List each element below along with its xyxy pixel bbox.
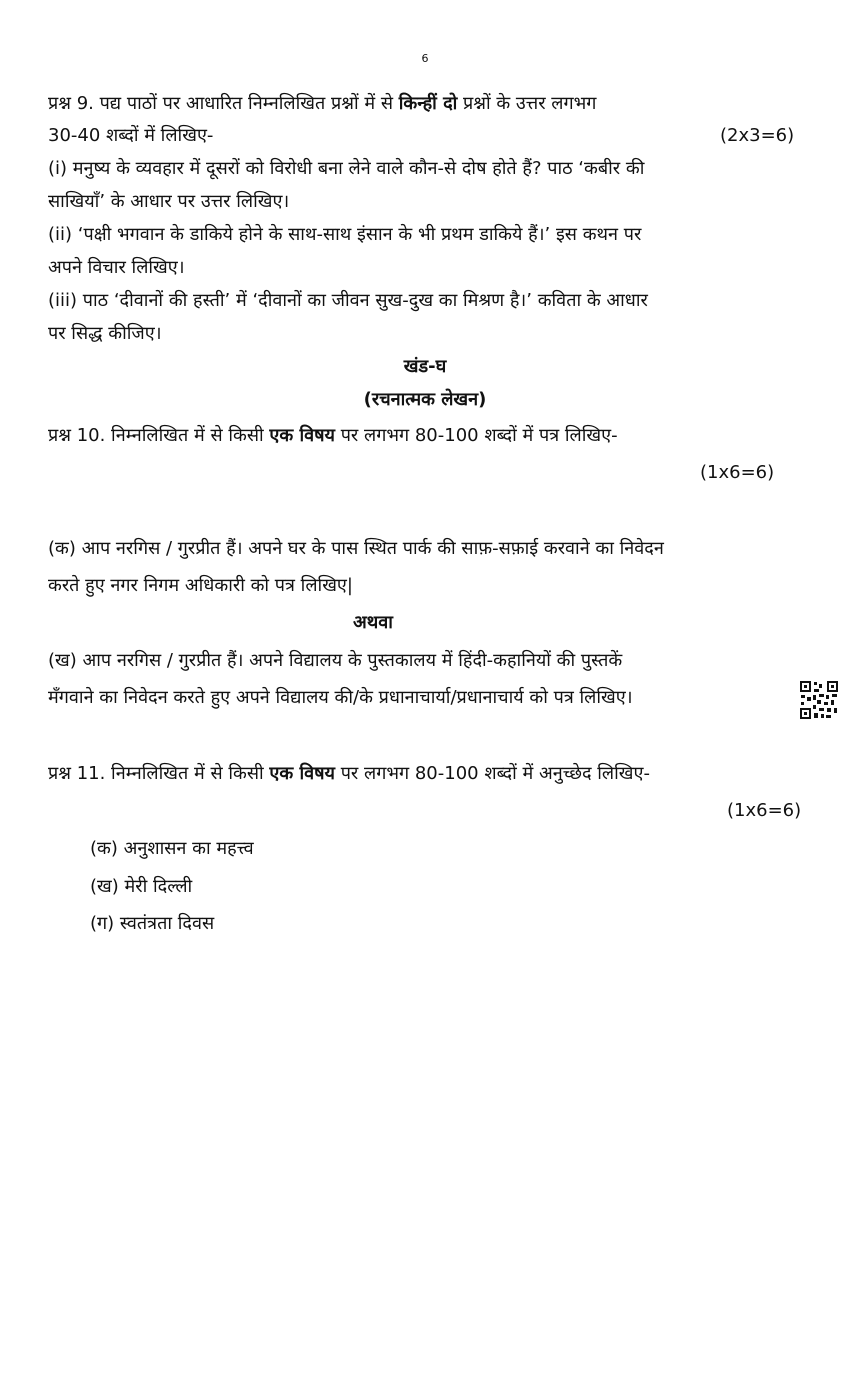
qr-code-icon — [799, 680, 839, 720]
q10-b-line1: (ख) आप नरगिस / गुरप्रीत हैं। अपने विद्यालय के पुस्तकालय में हिंदी-कहानियों की पुस्तकें — [48, 650, 623, 671]
q11-heading-post: पर लगभग 80-100 शब्दों में अनुच्छेद लिखिए- — [334, 763, 650, 784]
q10-heading — [48, 424, 618, 448]
q9-iii-line2: पर सिद्ध कीजिए। — [48, 323, 162, 344]
section-subtitle: (रचनात्मक लेखन) — [363, 389, 487, 410]
q10-or: अथवा — [353, 612, 393, 633]
q11-item-3: (ग) स्वतंत्रता दिवस — [90, 913, 215, 934]
q10-heading-bold: एक विषय — [269, 425, 335, 446]
q9-heading — [48, 92, 596, 116]
q11-heading-pre: प्रश्न 11. निम्नलिखित में से किसी — [48, 763, 270, 784]
q9-heading-pre: प्रश्न 9. पद्य पाठों पर आधारित निम्नलिखित प्रश्नों में से — [48, 93, 399, 114]
q9-heading-line2: 30-40 शब्दों में लिखिए- — [48, 125, 214, 146]
q11-heading-bold: एक विषय — [269, 763, 335, 784]
q10-heading-pre: प्रश्न 10. निम्नलिखित में से किसी — [48, 425, 270, 446]
q10-a-line1: (क) आप नरगिस / गुरप्रीत हैं। अपने घर के पास स्थित पार्क की साफ़-सफ़ाई करवाने का निवेदन — [48, 538, 664, 559]
q9-ii-line2: अपने विचार लिखिए। — [48, 257, 185, 278]
q10-b-line2: मँगवाने का निवेदन करते हुए अपने विद्यालय की/के प्रधानाचार्या/प्रधानाचार्य को पत्र लिखिए। — [48, 687, 633, 708]
q10-marks: (1x6=6) — [700, 462, 775, 483]
q11-item-1: (क) अनुशासन का महत्त्व — [90, 838, 254, 859]
section-title: खंड-घ — [403, 356, 447, 377]
q9-i-line2: साखियाँ’ के आधार पर उत्तर लिखिए। — [48, 191, 290, 212]
q11-marks: (1x6=6) — [727, 800, 802, 821]
q10-heading-post: पर लगभग 80-100 शब्दों में पत्र लिखिए- — [334, 425, 618, 446]
q9-i-line1: (i) मनुष्य के व्यवहार में दूसरों को विरोधी बना लेने वाले कौन-से दोष होते हैं? पाठ ‘कबीर की — [48, 158, 645, 179]
q10-a-line2: करते हुए नगर निगम अधिकारी को पत्र लिखिए| — [48, 575, 353, 596]
q9-iii-line1: (iii) पाठ ‘दीवानों की हस्ती’ में ‘दीवानों का जीवन सुख-दुख का मिश्रण है।’ कविता के आधार — [48, 290, 648, 311]
page-number: 6 — [421, 52, 429, 65]
q9-heading-bold: किन्हीं दो — [398, 93, 458, 114]
q9-ii-line1: (ii) ‘पक्षी भगवान के डाकिये होने के साथ-साथ इंसान के भी प्रथम डाकिये हैं।’ इस कथन पर — [48, 224, 642, 245]
q11-heading — [48, 762, 650, 786]
q9-marks: (2x3=6) — [720, 125, 795, 146]
q9-heading-post: प्रश्नों के उत्तर लगभग — [457, 93, 597, 114]
q11-item-2: (ख) मेरी दिल्ली — [90, 876, 193, 897]
